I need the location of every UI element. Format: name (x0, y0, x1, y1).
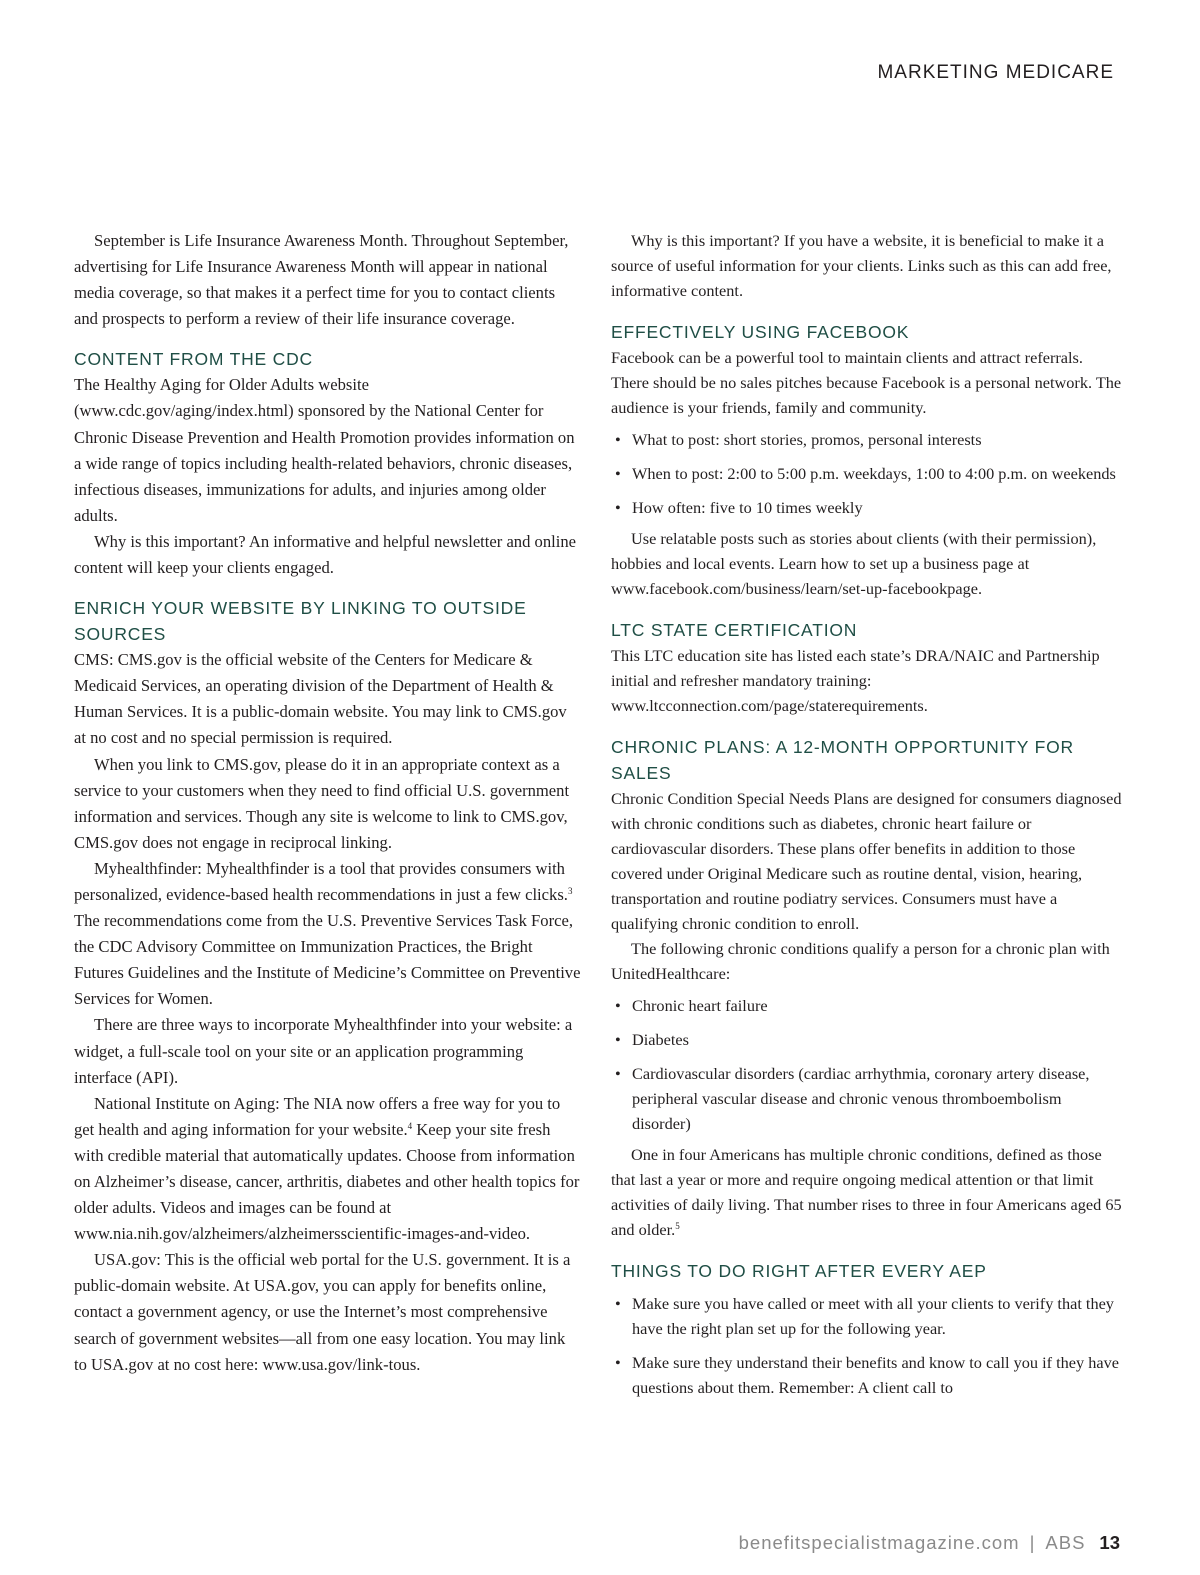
footnote-ref: 4 (407, 1120, 413, 1131)
list-item: • Make sure you have called or meet with all your clients to verify that they have the right plan set up for the following year. (611, 1291, 1123, 1341)
section-label: MARKETING MEDICARE (877, 62, 1114, 83)
list-item: • Cardiovascular disorders (cardiac arrhythmia, coronary artery disease, peripheral vascular disease and chronic venous thromboembolism disorder) (611, 1061, 1123, 1136)
cms-linking-paragraph: When you link to CMS.gov, please do it in an appropriate context as a service to your customers when they need to find official U.S. government information and services. Though any site is welcome to link to CMS.gov, CMS.gov does not engage in reciprocal linking. (74, 754, 570, 852)
myhealthfinder-ways-paragraph: There are three ways to incorporate Myhealthfinder into your website: a widget, a full-scale tool on your site or an application programming interface (API). (74, 1015, 573, 1087)
page-footer (739, 1532, 1120, 1554)
facebook-list (611, 427, 1123, 520)
aep-heading: THINGS TO DO RIGHT AFTER EVERY AEP (611, 1261, 987, 1281)
chronic-list (611, 993, 1123, 1136)
footer-magazine: ABS (1045, 1532, 1086, 1553)
footer-website: benefitspecialistmagazine.com (738, 1532, 1020, 1553)
list-item: • How often: five to 10 times weekly (611, 495, 1123, 520)
list-item: • Make sure they understand their benefits and know to call you if they have questions about them. Remember: A client call to (611, 1350, 1123, 1400)
multiple-conditions-paragraph: One in four Americans has multiple chronic conditions, defined as those that last a year or more and require ongoing medical attention or that limit activities of daily living. That number rises to three in four Americans aged 65 and older.$^5$ (611, 1145, 1122, 1239)
cdc-heading: CONTENT FROM THE CDC (74, 349, 313, 370)
footnote-ref: 5 (675, 1221, 680, 1231)
list-item: • Chronic heart failure (611, 993, 1123, 1018)
list-item: • Diabetes (611, 1027, 1123, 1052)
list-item: • What to post: short stories, promos, personal interests (611, 427, 1123, 452)
website-importance-paragraph: Why is this important? If you have a website, it is beneficial to make it a source of useful information for your clients. Links such as this can add free, informative content. (611, 231, 1112, 300)
enrich-heading: ENRICH YOUR WEBSITE BY LINKING TO OUTSIDE SOURCES (74, 598, 527, 645)
myhealthfinder-paragraph: Myhealthfinder: Myhealthfinder is a tool that provides consumers with personalized, evidence-based health recommendations in just a few clicks.$^3$ The recommendations come from the U.S. Preventive Services Task Force, the CDC Advisory Committee on Immunization Practices, the Bright Futures Guidelines and the Institute of Medicine’s Committee on Preventive Services for Women. (74, 858, 581, 1009)
right-column (611, 228, 1123, 1409)
list-item: • When to post: 2:00 to 5:00 p.m. weekdays, 1:00 to 4:00 p.m. on weekends (611, 461, 1123, 486)
intro-paragraph: September is Life Insurance Awareness Month. Throughout September, advertising for Life Insurance Awareness Month will appear in national media coverage, so that makes it a perfect time for you to contact clients and prospects to perform a review of their life insurance coverage. (74, 231, 569, 329)
usagov-paragraph: USA.gov: This is the official web portal for the U.S. government. It is a public-domain website. At USA.gov, you can apply for benefits online, contact a government agency, or use the Internet’s most comprehensive search of government websites—all from one easy location. You may link to USA.gov at no cost here: www.usa.gov/link-tous. (74, 1250, 571, 1374)
chronic-paragraph: Chronic Condition Special Needs Plans are designed for consumers diagnosed with chronic conditions such as diabetes, chronic heart failure or cardiovascular disorders. These plans offer benefits in addition to those covered under Original Medicare such as routine dental, vision, hearing, transportation and routine podiatry services. Consumers must have a qualifying chronic condition to enroll. (611, 789, 1122, 933)
ltc-paragraph: This LTC education site has listed each state’s DRA/NAIC and Partnership initial and refresher mandatory training: www.ltcconnection.com/page/staterequirements. (611, 646, 1100, 715)
ltc-heading: LTC STATE CERTIFICATION (611, 620, 858, 640)
left-column (74, 228, 581, 1378)
chronic-conditions-paragraph: The following chronic conditions qualify a person for a chronic plan with UnitedHealthcare: (611, 939, 1110, 983)
cdc-paragraph: The Healthy Aging for Older Adults website (www.cdc.gov/aging/index.html) sponsored by the National Center for Chronic Disease Prevention and Health Promotion provides information on a wide range of topics including health-related behaviors, chronic diseases, infectious diseases, immunizations for adults, and injuries among older adults. (74, 375, 575, 525)
footnote-ref: 3 (567, 885, 573, 896)
page-number: 13 (1099, 1532, 1120, 1553)
facebook-heading: EFFECTIVELY USING FACEBOOK (611, 322, 910, 342)
facebook-paragraph: Facebook can be a powerful tool to maintain clients and attract referrals. There should be no sales pitches because Facebook is a personal network. The audience is your friends, family and community. (611, 348, 1122, 417)
chronic-heading: CHRONIC PLANS: A 12-MONTH OPPORTUNITY FOR SALES (611, 737, 1074, 783)
cdc-importance-paragraph: Why is this important? An informative and helpful newsletter and online content will keep your clients engaged. (74, 531, 577, 578)
footer-separator: | (1029, 1532, 1036, 1553)
facebook-posts-paragraph: Use relatable posts such as stories about clients (with their permission), hobbies and local events. Learn how to set up a business page at www.facebook.com/business/learn/set-up-facebookpage. (611, 529, 1097, 598)
aep-list (611, 1291, 1123, 1400)
nia-paragraph: National Institute on Aging: The NIA now offers a free way for you to get health and aging information for your website.$^4$ Keep your site fresh with credible material that automatically updates. Choose from information on Alzheimer’s disease, cancer, arthritis, diabetes and other health topics for older adults. Videos and images can be found at www.nia.nih.gov/alzheimers/alzheimersscientific-images-and-video. (74, 1093, 580, 1244)
cms-paragraph: CMS: CMS.gov is the official website of the Centers for Medicare & Medicaid Services, an operating division of the Department of Health & Human Services. It is a public-domain website. You may link to CMS.gov at no cost and no special permission is required. (74, 650, 567, 748)
